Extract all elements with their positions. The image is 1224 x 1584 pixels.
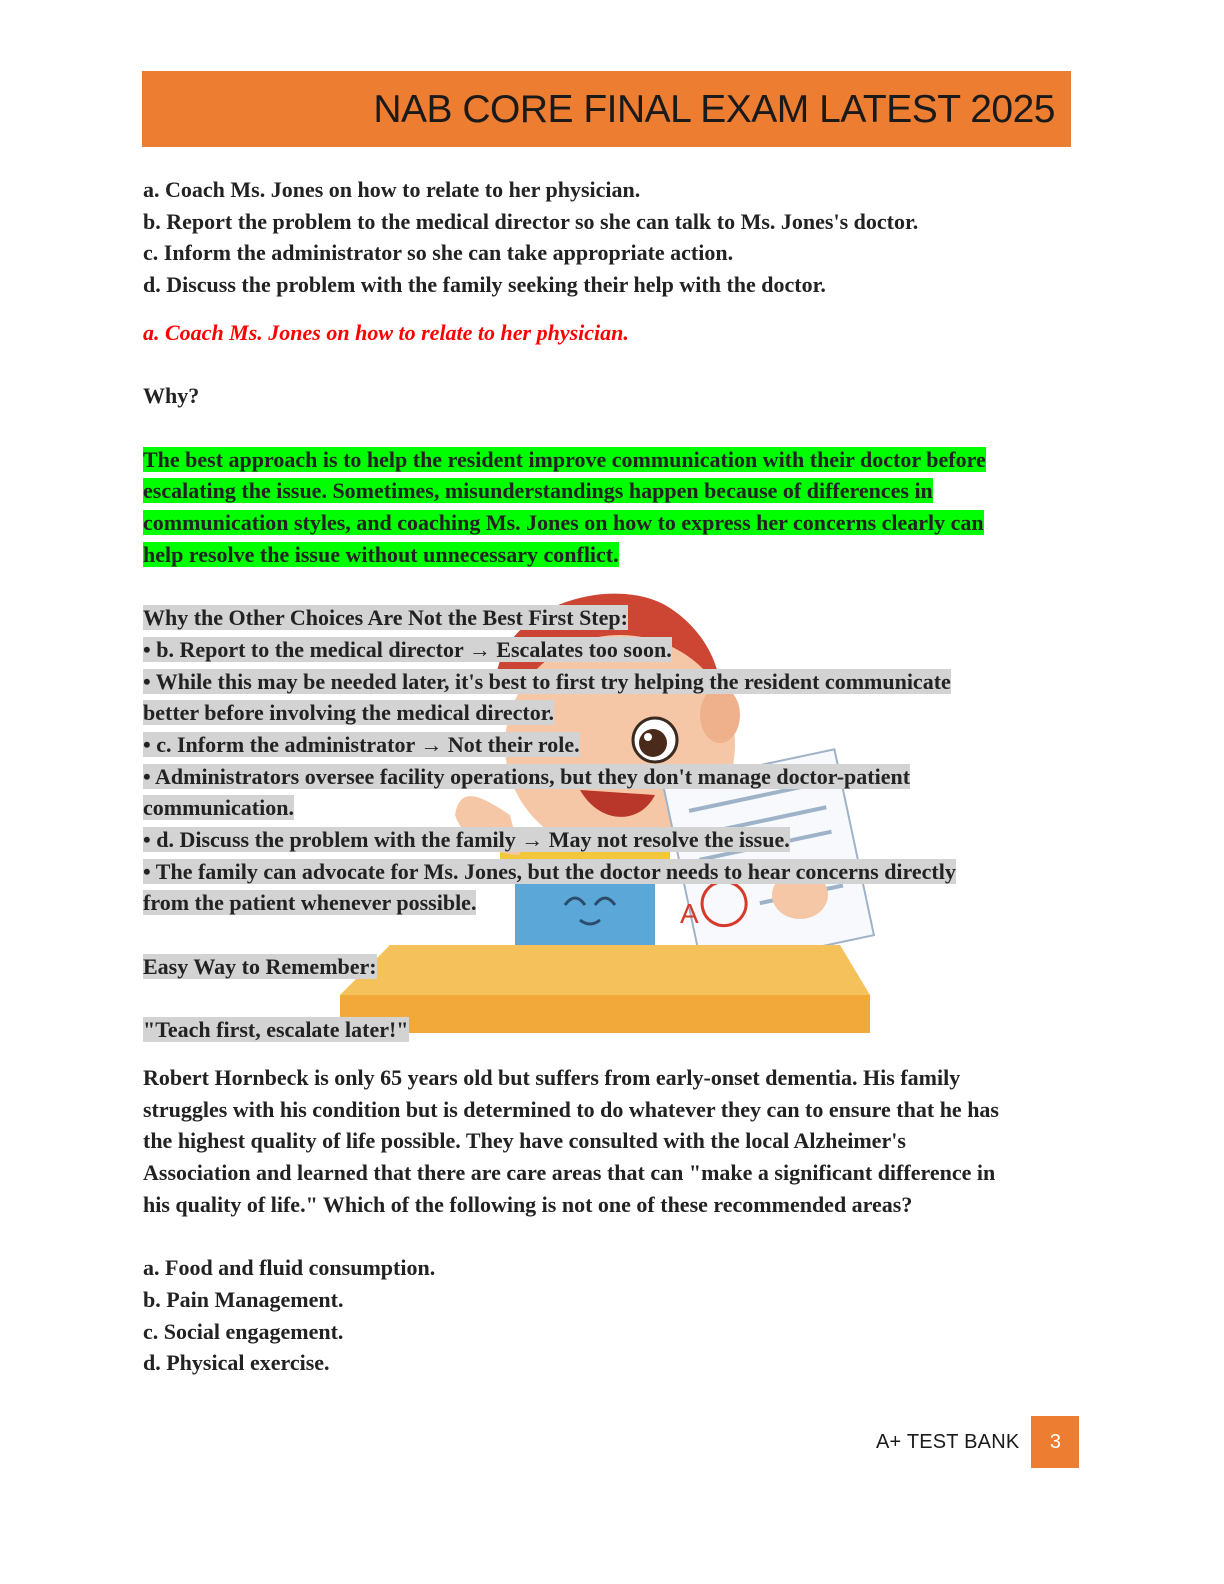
explanation-line: The best approach is to help the resident improve communication with their doctor before [143, 446, 986, 472]
other-choice-line: • c. Inform the administrator → Not their role. [143, 731, 580, 757]
option-c: c. Social engagement. [143, 1318, 344, 1344]
grade-mark: A [680, 898, 699, 929]
question1-options [143, 174, 1073, 301]
page-title: NAB CORE FINAL EXAM LATEST 2025 [373, 88, 1055, 131]
option-a: a. Coach Ms. Jones on how to relate to her physician. [143, 177, 641, 202]
footer-label: A+ TEST BANK [876, 1430, 1020, 1453]
other-choices-heading: Why the Other Choices Are Not the Best First Step: [143, 605, 628, 631]
option-c: c. Inform the administrator so she can take appropriate action. [143, 240, 734, 266]
question2-stem-line: Robert Hornbeck is only 65 years old but suffers from early-onset dementia. His family [143, 1064, 961, 1090]
remember-phrase: "Teach first, escalate later!" [143, 1017, 409, 1043]
option-d: d. Discuss the problem with the family seeking their help with the doctor. [143, 272, 826, 298]
other-choice-line: better before involving the medical director. [143, 700, 555, 726]
why-label: Why? [143, 383, 200, 409]
question2-stem [143, 1062, 1073, 1221]
question2-stem-line: his quality of life." Which of the following is not one of these recommended areas? [143, 1191, 913, 1217]
other-choice-line: communication. [143, 795, 294, 821]
option-b: b. Report the problem to the medical director so she can talk to Ms. Jones's doctor. [143, 208, 919, 234]
explanation [143, 444, 1073, 571]
other-choice-line: • The family can advocate for Ms. Jones, but the doctor needs to hear concerns directly [143, 858, 956, 884]
question2-stem-line: struggles with his condition but is determined to do whatever they can to ensure that he has [143, 1096, 999, 1122]
option-a: a. Food and fluid consumption. [143, 1255, 436, 1281]
other-choice-line: • b. Report to the medical director → Escalates too soon. [143, 636, 672, 662]
option-d: d. Physical exercise. [143, 1350, 330, 1376]
page-footer [876, 1416, 1079, 1468]
remember-heading: Easy Way to Remember: [143, 953, 377, 979]
other-choices-list [143, 634, 1073, 919]
other-choice-line: from the patient whenever possible. [143, 890, 477, 916]
page-content [143, 174, 1073, 1379]
explanation-line: help resolve the issue without unnecessary conflict. [143, 541, 619, 567]
other-choice-line: • d. Discuss the problem with the family → May not resolve the issue. [143, 827, 790, 853]
explanation-line: escalating the issue. Sometimes, misunderstandings happen because of differences in [143, 478, 933, 504]
other-choice-line: • While this may be needed later, it's best to first try helping the resident communicate [143, 668, 951, 694]
page-number: 3 [1031, 1416, 1079, 1468]
question2-stem-line: the highest quality of life possible. They have consulted with the local Alzheimer's [143, 1128, 906, 1154]
header-bar [142, 71, 1071, 147]
explanation-line: communication styles, and coaching Ms. Jones on how to express her concerns clearly can [143, 510, 984, 535]
question2-stem-line: Association and learned that there are care areas that can "make a significant difference in [143, 1160, 996, 1186]
question2-options [143, 1252, 1073, 1379]
correct-answer: a. Coach Ms. Jones on how to relate to her physician. [143, 319, 629, 345]
option-b: b. Pain Management. [143, 1286, 344, 1312]
other-choice-line: • Administrators oversee facility operations, but they don't manage doctor-patient [143, 763, 911, 789]
